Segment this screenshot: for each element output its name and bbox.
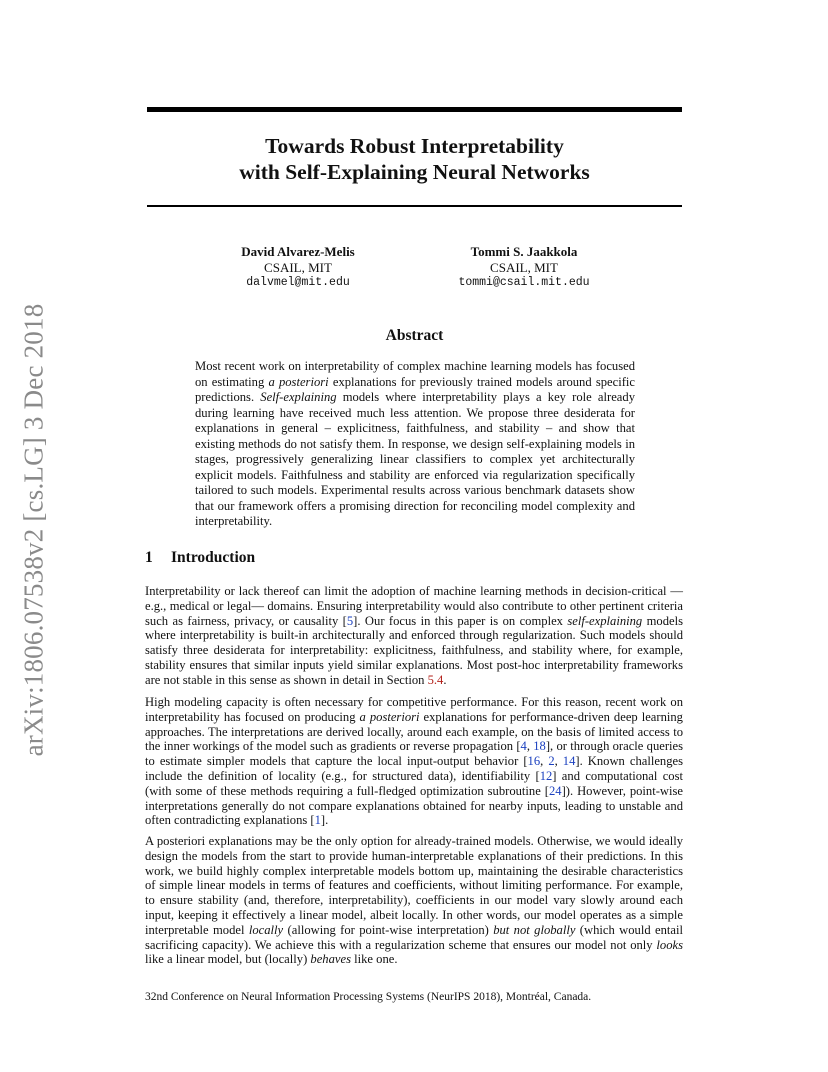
- author-name: David Alvarez-Melis: [241, 244, 355, 259]
- intro-paragraph-3: A posteriori explanations may be the only option for already-trained models. Otherwise, we would ideally design the models from the start to provide human-interpretable explanations of their predictions. In this work, we build highly complex interpretable models bottom up, maintaining the desirable characteristics of simple linear models in terms of features and coefficients, without limiting performance. For example, to ensure stability (and, therefore, interpretability), coefficients in our model vary slowly around each input, keeping it effectively a linear model, albeit locally. In other words, our model operates as a simple interpretable model locally (allowing for point-wise interpretation) but not globally (which would entail sacrificing capacity). We achieve this with a regularization scheme that ensures our model not only looks like a linear model, but (locally) behaves like one.: [145, 834, 683, 967]
- citation-link[interactable]: 16: [527, 754, 541, 769]
- title-line-1: Towards Robust Interpretability: [265, 134, 564, 158]
- arxiv-identifier: arXiv:1806.07538v2 [cs.LG] 3 Dec 2018: [18, 303, 49, 757]
- citation-link[interactable]: 4: [520, 739, 527, 754]
- intro-paragraph-1: Interpretability or lack thereof can limit the adoption of machine learning methods in decision-critical —e.g., medical or legal— domains. Ensuring interpretability would also contribute to other pertinent criteria such as fairness, privacy, or causality [5]. Our focus in this paper is on complex self-explaining models where interpretability is built-in architecturally and enforced through regularization. Such models should satisfy three desiderata for interpretability: explicitness, faithfulness, and stability where, for example, stability ensures that similar inputs yield similar explanations. Most post-hoc interpretability frameworks are not stable in this sense as shown in detail in Section 5.4.: [145, 584, 684, 687]
- abstract-heading: Abstract: [385, 327, 444, 344]
- citation-link[interactable]: 18: [533, 739, 546, 754]
- title-top-rule: [147, 107, 682, 112]
- citation-link[interactable]: 1: [314, 813, 321, 828]
- author-affiliation: CSAIL, MIT: [490, 259, 558, 275]
- author-email: tommi@csail.mit.edu: [458, 276, 590, 289]
- section-number: 1: [145, 549, 153, 566]
- citation-link[interactable]: 12: [539, 768, 553, 783]
- section-reference-link[interactable]: 5.4: [427, 672, 444, 687]
- author-affiliation: CSAIL, MIT: [264, 259, 332, 275]
- abstract-text: Most recent work on interpretability of complex machine learning models has focused on estimating a posteriori explanations for previously trained models around specific predictions. Self-explaining models where interpretability plays a key role already during learning have received much less attention. We propose three desiderata for explanations in general – explicitness, faithfulness, and stability – and show that existing methods do not satisfy them. In response, we design self-explaining models in stages, progressively generalizing linear classifiers to complex yet architecturally explicit models. Faithfulness and stability are enforced via regularization specifically tailored to such models. Experimental results across various benchmark datasets show that our framework offers a promising direction for reconciling model complexity and interpretability.: [195, 359, 636, 528]
- section-heading: [145, 549, 255, 567]
- citation-link[interactable]: 5: [346, 613, 354, 628]
- author-block-1: [178, 244, 418, 291]
- citation-link[interactable]: 24: [548, 783, 562, 798]
- author-email: dalvmel@mit.edu: [246, 276, 350, 289]
- author-block-2: [404, 244, 644, 291]
- intro-paragraph-2: High modeling capacity is often necessary for competitive performance. For this reason, recent work on interpretability has focused on producing a posteriori explanations for performance-driven deep learning approaches. The interpretations are derived locally, around each example, on the basis of limited access to the inner workings of the model such as gradients or reverse propagation [4, 18], or through oracle queries to estimate simpler models that capture the local input-output behavior [16, 2, 14]. Known challenges include the definition of locality (e.g., for structured data), identifiability [12] and computational cost (with some of these methods requiring a full-fledged optimization subroutine [24]). However, point-wise interpretations generally do not compare explanations obtained for nearby inputs, leading to unstable and often contradicting explanations [1].: [145, 695, 684, 828]
- title-line-2: with Self-Explaining Neural Networks: [239, 160, 590, 184]
- section-title: Introduction: [171, 549, 256, 566]
- paper-title: [147, 133, 682, 185]
- conference-footnote: 32nd Conference on Neural Information Processing Systems (NeurIPS 2018), Montréal, Canada.: [145, 991, 592, 1003]
- citation-link[interactable]: 14: [562, 754, 576, 769]
- citation-link[interactable]: 2: [548, 754, 555, 769]
- title-bottom-rule: [147, 205, 682, 207]
- author-name: Tommi S. Jaakkola: [470, 244, 578, 259]
